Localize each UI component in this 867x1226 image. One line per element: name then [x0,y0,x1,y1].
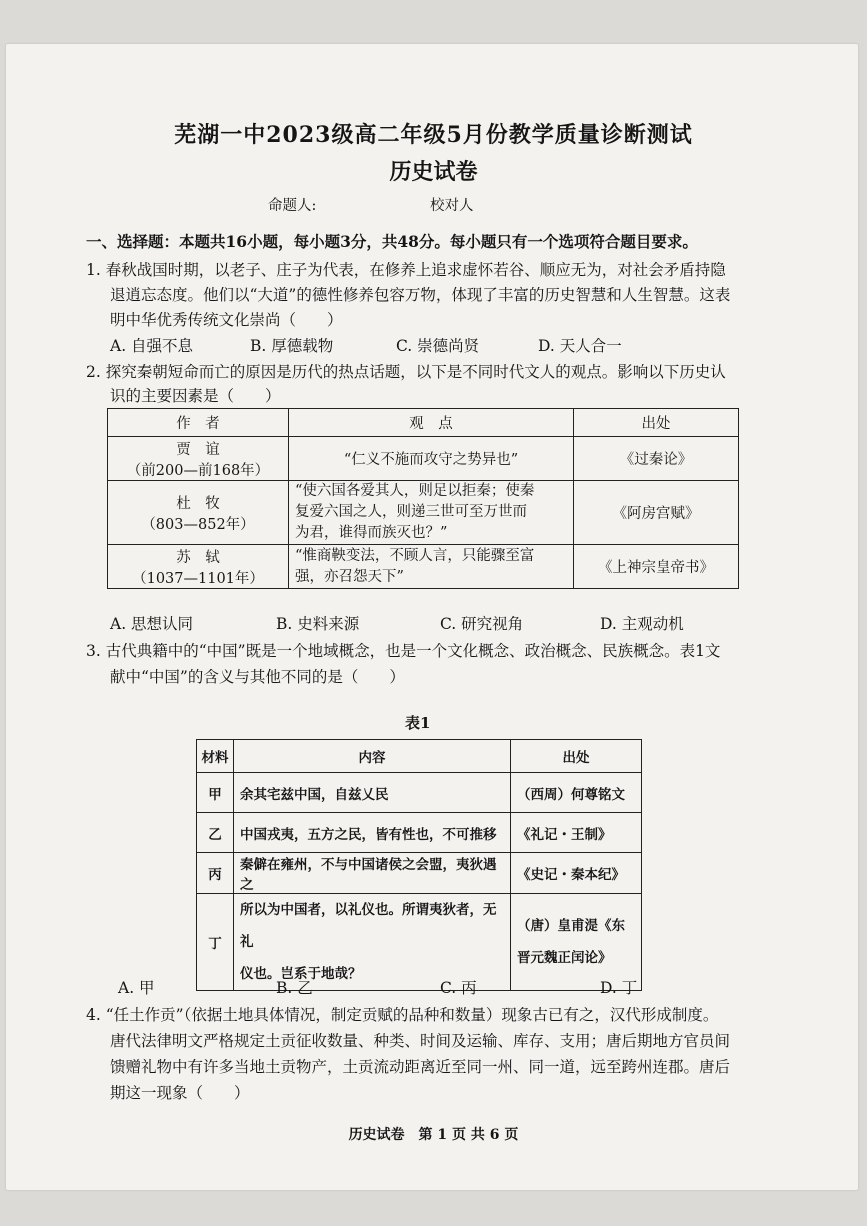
exam-title: 芜湖一中2023级高二年级5月份教学质量诊断测试 [174,122,693,148]
viewpoint-cell: “仁义不施而攻守之势异也” [289,437,574,481]
question-1-line-1: 1. 春秋战国时期，以老子、庄子为代表，在修养上追求虚怀若谷、顺应无为，对社会矛盾持隐 [86,261,726,279]
materials-table [196,739,642,991]
viewpoint-cell: “惟商鞅变法，不顾人言，只能骤至富 强，亦召怨天下” [289,545,574,589]
question-2-line-1: 2. 探究秦朝短命而亡的原因是历代的热点话题，以下是不同时代文人的观点。影响以下历史认 [86,363,726,381]
q1-option-a: A. 自强不息 [110,337,194,355]
q2-option-a: A. 思想认同 [110,615,194,633]
table-header-row [197,740,642,773]
table-row [197,773,642,813]
material-source: 《礼记・王制》 [511,813,642,853]
q1-option-d: D. 天人合一 [538,337,622,355]
material-source: （唐）皇甫湜《东 晋元魏正闰论》 [511,894,642,991]
material-label: 丁 [197,894,234,991]
material-content: 中国戎夷，五方之民，皆有性也，不可推移 [234,813,511,853]
question-1-line-3: 明中华优秀传统文化崇尚（ ） [110,311,343,329]
question-4-line-3: 馈赠礼物中有许多当地土贡物产，土贡流动距离近至同一州、同一道，远至跨州连郡。唐后 [110,1058,731,1076]
author-cell: 贾 谊 （前200—前168年） [108,437,289,481]
source-cell: 《上神宗皇帝书》 [574,545,739,589]
q2-option-b: B. 史料来源 [276,615,360,633]
table-header-cell: 材料 [197,740,234,773]
q1-option-b: B. 厚德载物 [250,337,334,355]
table-header-cell: 出处 [574,409,739,437]
q3-option-d: D. 丁 [600,979,638,997]
table-caption: 表1 [405,714,431,732]
author-cell: 苏 轼 （1037—1101年） [108,545,289,589]
material-label: 丙 [197,853,234,894]
q3-option-c: C. 丙 [440,979,477,997]
material-label: 乙 [197,813,234,853]
exam-subtitle: 历史试卷 [389,159,478,185]
material-content: 所以为中国者，以礼仪也。所谓夷狄者，无礼 仪也。岂系于地哉？ [234,894,511,991]
material-label: 甲 [197,773,234,813]
table-header-cell: 内容 [234,740,511,773]
page-footer: 历史试卷 第 1 页 共 6 页 [348,1127,519,1143]
table-header-cell: 出处 [511,740,642,773]
question-3-line-1: 3. 古代典籍中的“中国”既是一个地域概念，也是一个文化概念、政治概念、民族概念。表1文 [86,642,721,660]
proofreader-label: 校对人 [430,198,474,214]
q3-option-b: B. 乙 [276,979,313,997]
question-4-line-4: 期这一现象（ ） [110,1084,250,1102]
table-row [197,813,642,853]
table-row [108,545,739,589]
question-2-line-2: 识的主要因素是（ ） [110,387,281,405]
table-header-cell: 作 者 [108,409,289,437]
q2-option-c: C. 研究视角 [440,615,524,633]
author-label: 命题人: [268,198,317,214]
viewpoint-cell: “使六国各爱其人，则足以拒秦；使秦 复爱六国之人，则递三世可至万世而 为君，谁得而族灭也？” [289,481,574,545]
table-header-cell: 观 点 [289,409,574,437]
source-cell: 《阿房宫赋》 [574,481,739,545]
material-source: （西周）何尊铭文 [511,773,642,813]
question-4-line-2: 唐代法律明文严格规定土贡征收数量、种类、时间及运输、库存、支用；唐后期地方官员间 [110,1032,731,1050]
question-3-line-2: 献中“中国”的含义与其他不同的是（ ） [110,668,405,686]
material-content: 余其宅兹中国，自兹乂民 [234,773,511,813]
section-heading: 一、选择题：本题共16小题，每小题3分，共48分。每小题只有一个选项符合题目要求。 [86,232,698,251]
question-1-line-2: 退逍忘态度。他们以“大道”的德性修养包容万物，体现了丰富的历史智慧和人生智慧。这表 [110,286,731,304]
table-row [108,437,739,481]
table-header-row [108,409,739,437]
table-row [108,481,739,545]
author-cell: 杜 牧 （803—852年） [108,481,289,545]
q2-option-d: D. 主观动机 [600,615,684,633]
table-row [197,894,642,991]
source-cell: 《过秦论》 [574,437,739,481]
q1-option-c: C. 崇德尚贤 [396,337,480,355]
material-content: 秦僻在雍州，不与中国诸侯之会盟，夷狄遇之 [234,853,511,894]
viewpoints-table [107,408,739,589]
question-4-line-1: 4. “任土作贡”（依据土地具体情况，制定贡赋的品种和数量）现象古已有之，汉代形成制度。 [86,1006,719,1024]
q3-option-a: A. 甲 [118,979,155,997]
material-source: 《史记・秦本纪》 [511,853,642,894]
table-row [197,853,642,894]
